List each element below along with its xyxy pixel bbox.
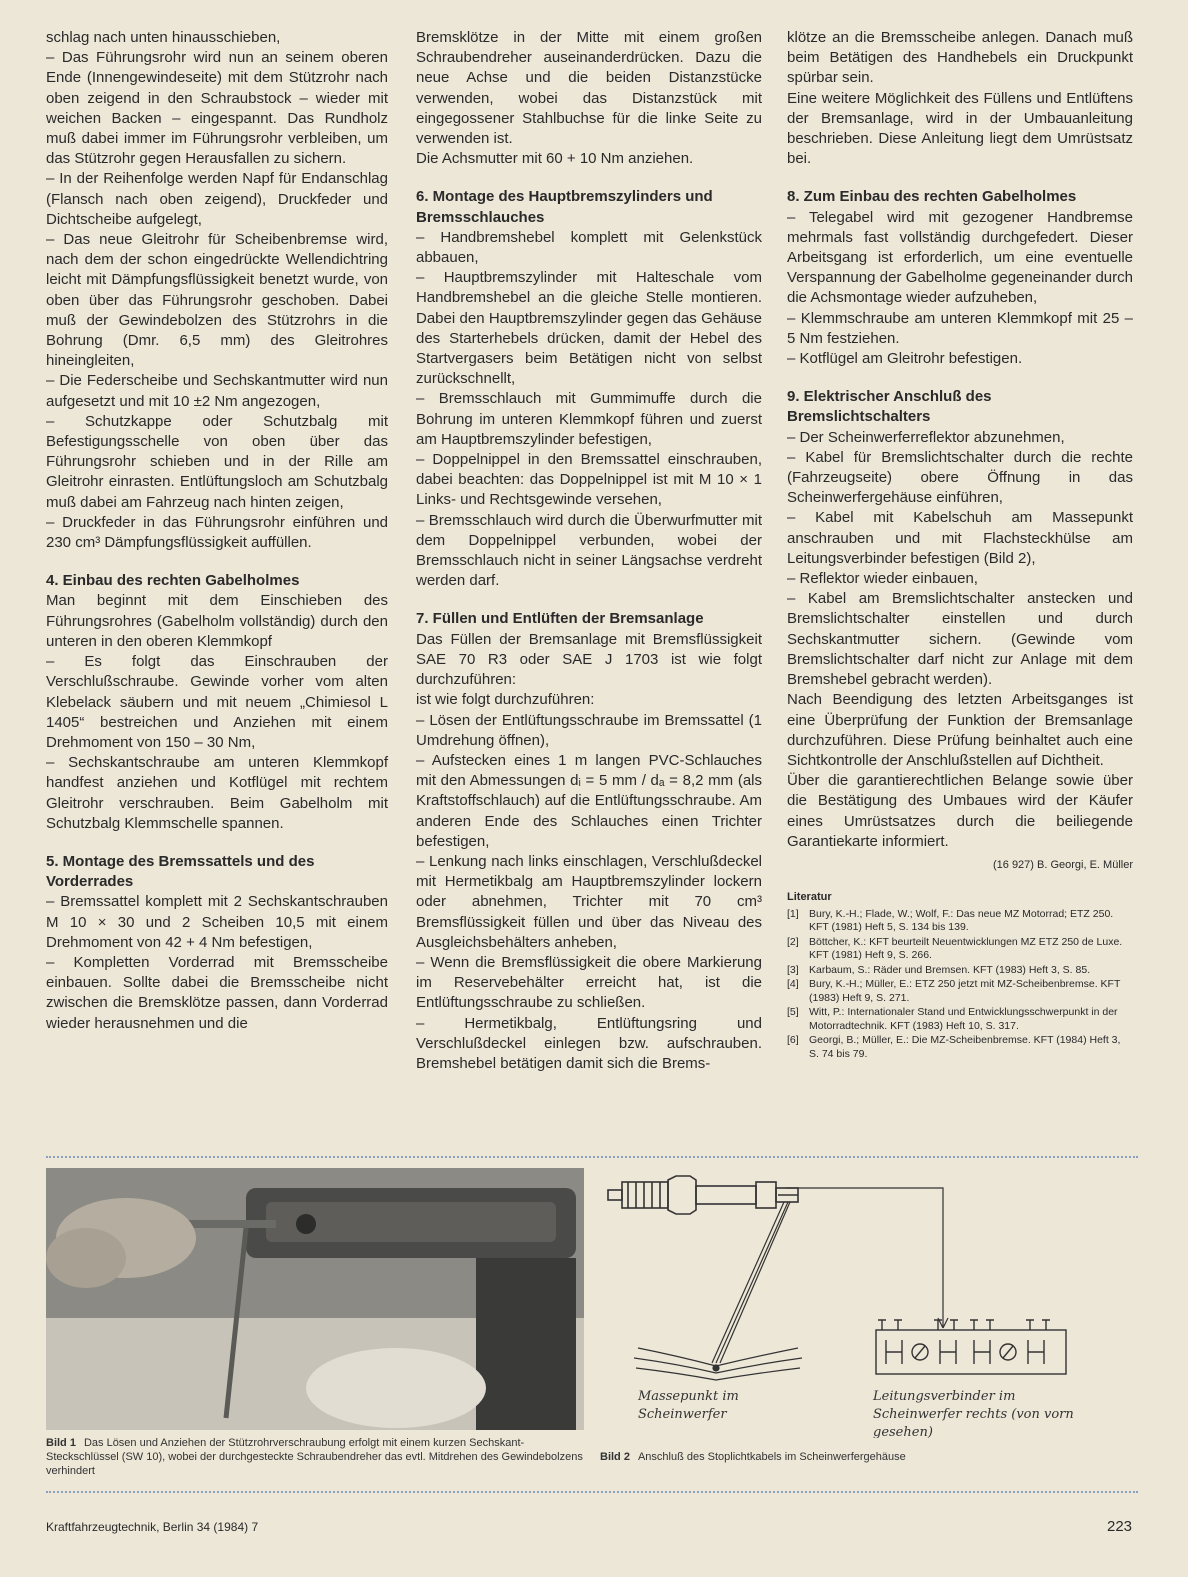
- author-signature: (16 927) B. Georgi, E. Müller: [992, 858, 1133, 871]
- literature-item: [787, 978, 1133, 1005]
- text-column-3: [787, 28, 1133, 1062]
- literature-number: [2]: [787, 935, 799, 948]
- literature-item: [787, 1034, 1133, 1061]
- paragraph: – Aufstecken eines 1 m langen PVC-Schlauches mit den Abmessungen dᵢ = 5 mm / dₐ = 8,2 mm (als Kraftstoffschlauch) auf die Entlüftungsschraube. Am anderen Ende des Schlauches einen Trichter befestigen,: [416, 751, 762, 850]
- literature-number: [3]: [787, 963, 799, 976]
- literature-number: [4]: [787, 978, 799, 991]
- literature-number: [1]: [787, 907, 799, 920]
- paragraph: – Kompletten Vorderrad mit Bremsscheibe einbauen. Sollte dabei die Bremsscheibe nicht zwischen die Bremsklötze passen, dann Vorderrad wieder herausnehmen und die: [46, 953, 388, 1032]
- text-column-2: [416, 28, 762, 1074]
- literature-text: Böttcher, K.: KFT beurteilt Neuentwicklungen MZ ETZ 250 de Luxe. KFT (1981) Heft 9, S. 266.: [809, 935, 1123, 962]
- paragraph: – Lösen der Entlüftungsschraube im Bremssattel (1 Umdrehung öffnen),: [416, 711, 762, 749]
- paragraph: Das Füllen der Bremsanlage mit Bremsflüssigkeit SAE 70 R3 oder SAE J 1703 ist wie folgt durchzuführen:: [416, 630, 762, 689]
- paragraph: – Das neue Gleitrohr für Scheibenbremse wird, nach dem der schon eingedrückte Wellendichtring leicht mit Dämpfungsflüssigkeit benetzt wurde, von oben über das Führungsrohr geschoben. Dabei muß der Gewindebolzen des Stützrohrs in die Bohrung (Dmr. 6,5 mm) des Gleitrohres hineingleiten,: [46, 231, 388, 370]
- paragraph: Bremsklötze in der Mitte mit einem großen Schraubendreher auseinanderdrücken. Dazu die neue Achse und die beiden Distanzstücke verwenden, wobei das Distanzstück mit eingegossener Stahlbuchse für die linke Seite zu verwenden ist.: [416, 29, 762, 148]
- paragraph: – Kabel am Bremslichtschalter anstecken und Bremslichtschalter einstellen und durch Sechskantmutter sichern. (Gewinde vom Bremslichtschalter darf nicht zur Anlage mit dem Bremshebel gebracht werden).: [787, 590, 1133, 689]
- figure-1-caption: [46, 1436, 584, 1478]
- section-heading-8: 8. Zum Einbau des rechten Gabelholmes: [787, 188, 1077, 206]
- figure-divider-top: [46, 1156, 1138, 1158]
- paragraph: ist wie folgt durchzuführen:: [416, 691, 595, 709]
- bild-1-photo: [46, 1168, 584, 1430]
- paragraph: – Kabel mit Kabelschuh am Massepunkt anschrauben und mit Flachsteckhülse am Leitungsverbinder befestigen (Bild 2),: [787, 509, 1133, 567]
- ground-point-icon: [634, 1348, 802, 1380]
- literature-text: Bury, K.-H.; Flade, W.; Wolf, F.: Das neue MZ Motorrad; ETZ 250. KFT (1981) Heft 5, S. 134 bis 139.: [809, 907, 1114, 934]
- literature-item: [787, 908, 1133, 935]
- paragraph: – Klemmschraube am unteren Klemmkopf mit 25 – 5 Nm festziehen.: [787, 309, 1133, 347]
- paragraph: – Telegabel wird mit gezogener Handbremse mehrmals fast vollständig durchgefedert. Dieser Arbeitsgang ist erforderlich, um eine eventuelle Verspannung der Gabelholme gegeneinander durch die Achsmontage wieder aufzuheben,: [787, 208, 1133, 307]
- paragraph: schlag nach unten hinausschieben,: [46, 29, 281, 46]
- literature-item: [787, 1006, 1133, 1033]
- paragraph: – Handbremshebel komplett mit Gelenkstück abbauen,: [416, 228, 762, 267]
- paragraph: – Schutzkappe oder Schutzbalg mit Befestigungsschelle von oben über das Führungsrohr schieben und in der Rille am Gleitrohr einrasten. Entlüftungsloch am Schutzbalg muß dabei am Fahrzeug nach hinten zeigen,: [46, 412, 388, 511]
- paragraph: – Kabel für Bremslichtschalter durch die rechte (Fahrzeugseite) obere Öffnung in das Scheinwerfergehäuse einführen,: [787, 448, 1133, 507]
- paragraph: – Kotflügel am Gleitrohr befestigen.: [787, 350, 1023, 368]
- page-number: 223: [1107, 1518, 1133, 1535]
- literature-number: [6]: [787, 1034, 799, 1047]
- brake-light-switch-icon: [608, 1176, 798, 1214]
- paragraph: klötze an die Bremsscheibe anlegen. Danach muß beim Betätigen des Handhebels ein Druckpunkt spürbar sein.: [787, 29, 1133, 87]
- literature-heading: Literatur: [787, 890, 832, 903]
- paragraph: – Bremssattel komplett mit 2 Sechskantschrauben M 10 × 30 und 2 Scheiben 10,5 mit einem Drehmoment von 42 + 4 Nm befestigen,: [46, 893, 388, 951]
- paragraph: Die Achsmutter mit 60 + 10 Nm anziehen.: [416, 150, 694, 168]
- paragraph: – Hermetikbalg, Entlüftungsring und Verschlußdeckel einlegen bzw. aufschrauben. Bremshebel betätigen damit sich die Brems-: [416, 1014, 762, 1072]
- footer-divider: [46, 1491, 1138, 1493]
- paragraph: – Es folgt das Einschrauben der Verschlußschraube. Gewinde vorher vom alten Klebelack säubern und mit neuem „Chimiesol L 1405“ bestreichen und Anziehen mit einem Drehmoment von 150 – 30 Nm,: [46, 653, 388, 751]
- section-heading-5: 5. Montage des Bremssattels und des Vorderrades: [46, 852, 315, 891]
- literature-item: [787, 936, 1133, 963]
- paragraph: – Sechskantschraube am unteren Klemmkopf handfest anziehen und Kotflügel mit rechtem Gleitrohr verschrauben. Beim Gabelholm mit Schutzbalg Klemmschelle spannen.: [46, 754, 388, 832]
- literature-number: [5]: [787, 1006, 799, 1019]
- paragraph: – Bremsschlauch wird durch die Überwurfmutter mit dem Doppelnippel verbunden, wobei der Bremsschlauch nicht in seiner Längsachse verdreht werden darf.: [416, 511, 762, 590]
- paragraph: Über die garantierechtlichen Belange sowie über die Bestätigung des Umbaues wird der Käufer eines Umrüstsatzes durch die beiliegende Garantiekarte informiert.: [787, 772, 1133, 850]
- paragraph: Nach Beendigung des letzten Arbeitsganges ist eine Überprüfung der Funktion der Bremsanlage durchzuführen. Diese Prüfung beinhaltet auch eine Sichtkontrolle der Anschlußstellen auf Dichtheit.: [787, 691, 1133, 769]
- literature-text: Witt, P.: Internationaler Stand und Entwicklungsschwerpunkt in der Motorradtechnik. KFT (1983) Heft 10, S. 317.: [809, 1006, 1118, 1032]
- diagram-label-connector-2: Scheinwerfer rechts (von vorn: [873, 1407, 1074, 1422]
- literature-text: Karbaum, S.: Räder und Bremsen. KFT (1983) Heft 3, S. 85.: [809, 963, 1091, 976]
- paragraph: – Reflektor wieder einbauen,: [787, 570, 978, 588]
- section-heading-7: 7. Füllen und Entlüften der Bremsanlage: [416, 610, 704, 628]
- figure-2-caption: [600, 1450, 1100, 1464]
- paragraph: – Wenn die Bremsflüssigkeit die obere Markierung im Reservebehälter erreicht hat, ist die Entlüftungsschraube zu schließen.: [416, 953, 762, 1012]
- literature-text: Georgi, B.; Müller, E.: Die MZ-Scheibenbremse. KFT (1984) Heft 3, S. 74 bis 79.: [809, 1034, 1121, 1060]
- paragraph: – Das Führungsrohr wird nun an seinem oberen Ende (Innengewindeseite) mit dem Stützrohr nach oben zeigend in den Schraubstock – wieder mit weichen Backen – eingespannt. Das Rundholz muß dabei immer im Führungsrohr verbleiben, um das Stützrohr gegen Herausfallen zu sichern.: [46, 49, 388, 168]
- figure-2-label: Bild 2: [600, 1451, 630, 1463]
- paragraph: – Die Federscheibe und Sechskantmutter wird nun aufgesetzt und mit 10 ±2 Nm angezogen,: [46, 372, 388, 410]
- paragraph: Man beginnt mit dem Einschieben des Führungsrohres (Gabelholm vollständig) durch den unteren in den oberen Klemmkopf: [46, 592, 388, 650]
- diagram-label-ground: Massepunkt im: [638, 1389, 739, 1404]
- paragraph: Eine weitere Möglichkeit des Füllens und Entlüftens der Bremsanlage, wird in der Umbauanleitung beschrieben. Diese Anleitung liegt dem Umrüstsatz bei.: [787, 89, 1133, 168]
- literature-text: Bury, K.-H.; Müller, E.: ETZ 250 jetzt mit MZ-Scheibenbremse. KFT (1983) Heft 9, S. 271.: [809, 978, 1121, 1004]
- literature-list: [787, 908, 1133, 1062]
- text-column-1: [46, 28, 388, 1034]
- diagram-label-ground-2: Scheinwerfer: [638, 1407, 727, 1422]
- paragraph: – Hauptbremszylinder mit Halteschale vom Handbremshebel an die gleiche Stelle montieren. Dabei den Hauptbremszylinder gegen das Gehäuse des Starterhebels drücken, damit der Hebel des Startvergasers beim Betätigen nicht von selbst zurückschnellt,: [416, 269, 762, 388]
- figure-1-label: Bild 1: [46, 1437, 76, 1449]
- paragraph: – Lenkung nach links einschlagen, Verschlußdeckel mit Hermetikbalg am Hauptbremszylinder lockern oder abnehmen, Trichter mit 70 cm³ Bremsflüssigkeit füllen und über das Niveau des Ausgleichsbehälters anheben,: [416, 852, 762, 951]
- paragraph: – Doppelnippel in den Bremssattel einschrauben, dabei beachten: das Doppelnippel ist mit M 10 × 1 Links- und Rechtsgewinde versehen,: [416, 451, 762, 509]
- figure-1-caption-text: Das Lösen und Anziehen der Stützrohrverschraubung erfolgt mit einem kurzen Sechskant-Steckschlüssel (SW 10), wobei der durchgesteckte Schraubendreher das evtl. Mitdrehen des Gewindebolzens verhindert: [46, 1437, 583, 1477]
- photo-illustration: [46, 1168, 584, 1430]
- diagram-label-connector-3: gesehen): [873, 1425, 933, 1438]
- section-heading-4: 4. Einbau des rechten Gabelholmes: [46, 572, 300, 590]
- paragraph: – In der Reihenfolge werden Napf für Endanschlag (Flansch nach oben zeigend), Druckfeder und Dichtscheibe aufgelegt,: [46, 170, 388, 228]
- connector-block-icon: [876, 1320, 1066, 1374]
- cable-lines: [712, 1188, 948, 1363]
- paragraph: – Der Scheinwerferreflektor abzunehmen,: [787, 428, 1065, 446]
- literature-item: [787, 964, 1133, 978]
- journal-reference: Kraftfahrzeugtechnik, Berlin 34 (1984) 7: [46, 1520, 259, 1534]
- section-heading-6: 6. Montage des Hauptbremszylinders und Bremsschlauches: [416, 188, 713, 226]
- paragraph: – Druckfeder in das Führungsrohr einführen und 230 cm³ Dämpfungsflüssigkeit auffüllen.: [46, 513, 388, 552]
- paragraph: – Bremsschlauch mit Gummimuffe durch die Bohrung im unteren Klemmkopf führen und zuerst am Hauptbremszylinder befestigen,: [416, 390, 762, 448]
- diagram-label-connector: Leitungsverbinder im: [873, 1389, 1016, 1404]
- figure-2-caption-text: Anschluß des Stoplichtkabels im Scheinwerfergehäuse: [637, 1451, 906, 1463]
- bild-2-wiring-diagram: [598, 1168, 1138, 1438]
- section-heading-9: 9. Elektrischer Anschluß des Bremslichtschalters: [787, 388, 992, 426]
